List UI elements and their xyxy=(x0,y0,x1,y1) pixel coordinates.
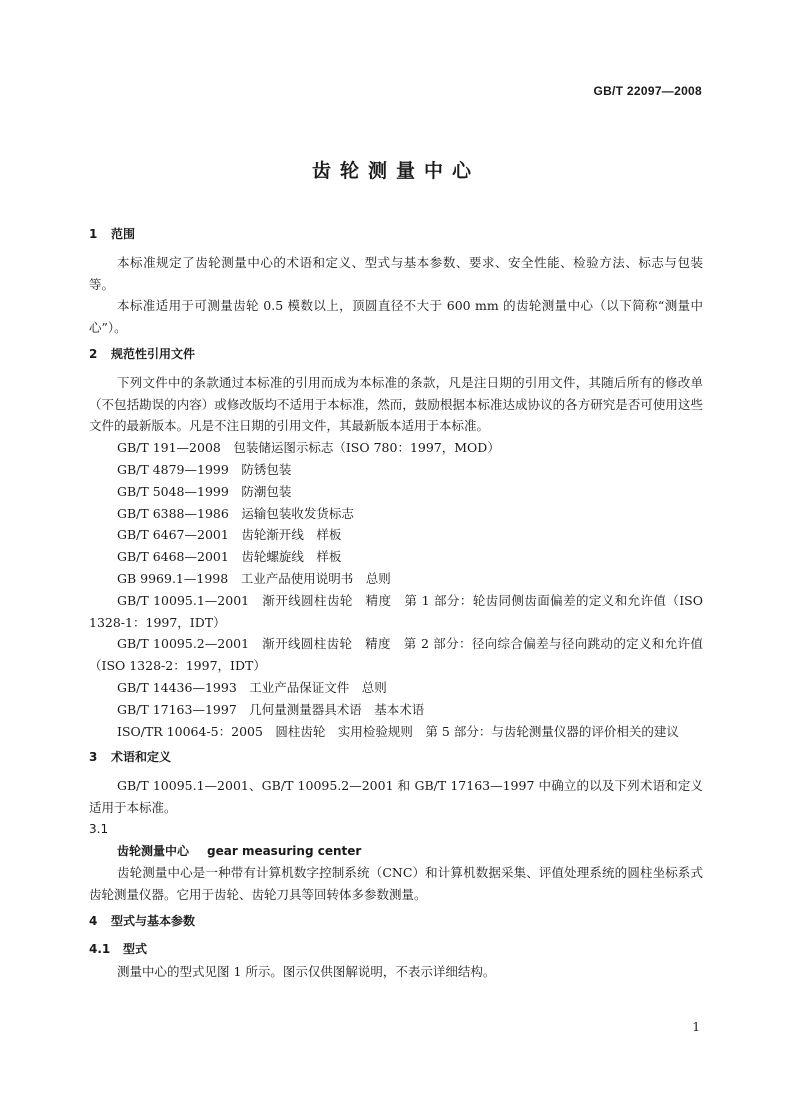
section-title: 规范性引用文件 xyxy=(111,346,196,361)
page-number: 1 xyxy=(692,1020,700,1034)
section-title: 型式与基本参数 xyxy=(111,913,196,928)
scope-paragraph-2: 本标准适用于可测量齿轮 0.5 模数以上，顶圆直径不大于 600 mm 的齿轮测量中心（以下简称“测量中心”）。 xyxy=(89,298,703,336)
section-heading-scope xyxy=(89,224,703,246)
subsection-number: 4.1 xyxy=(89,941,111,956)
term-number: 3.1 xyxy=(89,821,109,836)
term-definition: 齿轮测量中心是一种带有计算机数字控制系统（CNC）和计算机数据采集、评值处理系统的圆柱坐标系式齿轮测量仪器。它用于齿轮、齿轮刀具等回转体多参数测量。 xyxy=(89,865,703,903)
document-body xyxy=(89,224,703,982)
section-heading-type-parameters xyxy=(89,911,703,933)
section-number: 3 xyxy=(89,750,98,765)
subsection-heading-type xyxy=(89,939,703,961)
reference-item: GB/T 14436—1993 工业产品保证文件 总则 xyxy=(117,679,387,695)
type-paragraph: 测量中心的型式见图 1 所示。图示仅供图解说明，不表示详细结构。 xyxy=(117,963,496,979)
section-heading-normative-references xyxy=(89,344,703,366)
subsection-title: 型式 xyxy=(123,941,148,956)
reference-item: GB/T 6468—2001 齿轮螺旋线 样板 xyxy=(117,549,342,565)
section-number: 4 xyxy=(89,913,98,928)
section-title: 范围 xyxy=(111,227,136,241)
reference-item: GB/T 191—2008 包装储运图示标志（ISO 780：1997，MOD） xyxy=(117,440,500,456)
scope-paragraph-1: 本标准规定了齿轮测量中心的术语和定义、型式与基本参数、要求、安全性能、检验方法、标志与包装等。 xyxy=(89,254,703,292)
section-heading-terms-definitions xyxy=(89,747,703,769)
term-chinese: 齿轮测量中心 xyxy=(117,843,190,858)
term-entry xyxy=(89,841,703,863)
document-title: 齿轮测量中心 xyxy=(311,160,480,182)
section-number: 2 xyxy=(89,346,98,361)
references-intro: 下列文件中的条款通过本标准的引用而成为本标准的条款，凡是注日期的引用文件，其随后所有的修改单（不包括勘误的内容）或修改版均不适用于本标准，然而，鼓励根据本标准达成协议的各方研究是否可使用这些文件的最新版本。凡是不注日期的引用文件，其最新版本适用于本标准。 xyxy=(89,374,703,434)
reference-item: GB/T 5048—1999 防潮包装 xyxy=(117,483,292,499)
reference-item: GB/T 4879—1999 防锈包装 xyxy=(117,461,292,477)
section-number: 1 xyxy=(89,227,98,241)
term-english: gear measuring center xyxy=(207,843,362,858)
section-title: 术语和定义 xyxy=(111,750,172,765)
standard-code: GB/T 22097—2008 xyxy=(593,84,702,98)
reference-item: GB 9969.1—1998 工业产品使用说明书 总则 xyxy=(117,570,391,586)
reference-item: ISO/TR 10064-5：2005 圆柱齿轮 实用检验规则 第 5 部分：与齿轮测量仪器的评价相关的建议 xyxy=(117,723,679,739)
reference-item: GB/T 10095.2—2001 渐开线圆柱齿轮 精度 第 2 部分：径向综合偏差与径向跳动的定义和允许值（ISO 1328-2：1997，IDT） xyxy=(89,636,703,674)
reference-item: GB/T 17163—1997 几何量测量器具术语 基本术语 xyxy=(117,701,425,717)
reference-item: GB/T 6388—1986 运输包装收发货标志 xyxy=(117,505,354,521)
reference-item: GB/T 10095.1—2001 渐开线圆柱齿轮 精度 第 1 部分：轮齿同侧齿面偏差的定义和允许值（ISO 1328-1：1997，IDT） xyxy=(89,592,703,630)
terms-intro: GB/T 10095.1—2001、GB/T 10095.2—2001 和 GB/T 17163—1997 中确立的以及下列术语和定义适用于本标准。 xyxy=(89,778,703,815)
reference-item: GB/T 6467—2001 齿轮渐开线 样板 xyxy=(117,527,342,543)
